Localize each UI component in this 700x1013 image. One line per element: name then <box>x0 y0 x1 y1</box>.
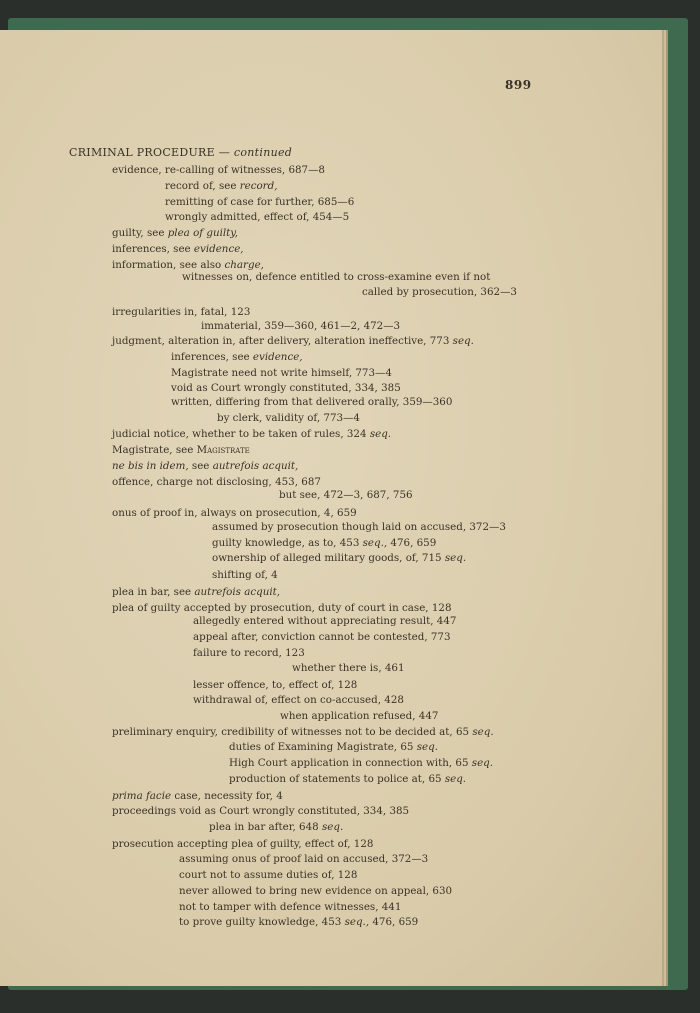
entry-text: remitting of case for further, 685—6 <box>165 196 355 208</box>
index-entry-line <box>112 164 325 176</box>
index-entry-line <box>112 444 250 456</box>
page-number: 899 <box>505 78 532 92</box>
index-entry-line <box>112 460 298 472</box>
entry-text: information, see also <box>112 259 225 271</box>
entry-text: plea of guilty, <box>167 227 239 239</box>
entry-text: Magistrate need not write himself, 773—4 <box>171 367 392 379</box>
index-entry-line <box>165 180 277 192</box>
index-entry-line <box>279 489 413 501</box>
entry-text: not to tamper with defence witnesses, 441 <box>179 901 402 913</box>
index-entry-line <box>193 694 404 706</box>
index-entry-line <box>112 586 280 598</box>
index-entry-line <box>229 773 466 785</box>
index-entry-line <box>112 259 264 271</box>
entry-text: ownership of alleged military goods, of, 715 <box>212 552 445 564</box>
entry-text: assumed by prosecution though laid on accused, 372—3 <box>212 521 506 533</box>
index-entry-line <box>182 271 490 283</box>
entry-text: autrefois acquit, <box>212 460 299 472</box>
index-entry-line <box>229 757 493 769</box>
heading-continued: continued <box>233 146 293 159</box>
book-page <box>0 30 662 986</box>
index-entry-line <box>165 196 354 208</box>
entry-text: evidence, <box>252 351 303 363</box>
entry-text: prima facie <box>112 790 172 802</box>
entry-text: High Court application in connection with, 65 <box>229 757 472 769</box>
index-entry-line <box>179 869 357 881</box>
entry-text: whether there is, 461 <box>292 662 405 674</box>
entry-text: guilty, see <box>112 227 168 239</box>
entry-text: 476, 659 <box>387 537 437 549</box>
entry-text: onus of proof in, always on prosecution, 4, 659 <box>112 507 357 519</box>
heading-title: CRIMINAL PROCEDURE <box>69 146 215 159</box>
index-entry-line <box>179 916 418 928</box>
index-entry-line <box>112 428 391 440</box>
index-entry-line <box>362 286 517 298</box>
index-entry-line <box>171 396 452 408</box>
entry-text: written, differing from that delivered orally, 359—360 <box>171 396 453 408</box>
index-entry-line <box>112 227 238 239</box>
entry-text: inferences, see <box>171 351 253 363</box>
entry-text: seq. <box>321 821 344 833</box>
entry-text: called by prosecution, 362—3 <box>362 286 517 298</box>
index-entry-line <box>112 726 494 738</box>
entry-text: judgment, alteration in, after delivery, alteration ineffective, 773 <box>112 335 453 347</box>
index-entry-line <box>179 885 452 897</box>
index-entry-line <box>179 853 428 865</box>
index-entry-line <box>171 367 392 379</box>
entry-text: evidence, <box>193 243 244 255</box>
index-entry-line <box>171 382 401 394</box>
index-entry-line <box>112 790 283 802</box>
index-entry-line <box>193 631 451 643</box>
index-entry-line <box>112 838 373 850</box>
index-entry-line <box>217 412 360 424</box>
entry-text: seq. <box>452 335 474 347</box>
index-entry-line <box>193 615 456 627</box>
index-entry-line <box>112 805 409 817</box>
entry-text: autrefois acquit, <box>194 586 281 598</box>
entry-text: lesser offence, to, effect of, 128 <box>193 679 358 691</box>
entry-text: when application refused, 447 <box>280 710 439 722</box>
index-entry-line <box>171 351 303 363</box>
index-entry-line <box>112 243 244 255</box>
entry-text: irregularities in, fatal, 123 <box>112 306 251 318</box>
entry-text: duties of Examining Magistrate, 65 <box>229 741 417 753</box>
index-heading <box>69 147 292 159</box>
index-entry-line <box>112 602 452 614</box>
index-entry-line <box>165 211 349 223</box>
entry-text: void as Court wrongly constituted, 334, 385 <box>171 382 401 394</box>
entry-text: to prove guilty knowledge, 453 <box>179 916 345 928</box>
index-entry-line <box>212 521 506 533</box>
index-entry-line <box>212 552 466 564</box>
entry-text: record of, see <box>165 180 240 192</box>
heading-dash: — <box>214 146 234 159</box>
entry-text: production of statements to police at, 65 <box>229 773 445 785</box>
entry-text: record, <box>239 180 278 192</box>
entry-text: proceedings void as Court wrongly constituted, 334, 385 <box>112 805 410 817</box>
index-entry-line <box>201 320 400 332</box>
entry-text: case, necessity for, 4 <box>171 790 283 802</box>
entry-text: wrongly admitted, effect of, 454—5 <box>165 211 350 223</box>
entry-text: Magistrate, see <box>112 444 197 456</box>
entry-text: preliminary enquiry, credibility of witnesses not to be decided at, 65 <box>112 726 473 738</box>
entry-text: withdrawal of, effect on co-accused, 428 <box>193 694 404 706</box>
index-entry-line <box>280 710 438 722</box>
entry-text: offence, charge not disclosing, 453, 687 <box>112 476 321 488</box>
entry-text: plea in bar after, 648 <box>209 821 322 833</box>
index-entry-line <box>212 569 278 581</box>
entry-text: prosecution accepting plea of guilty, effect of, 128 <box>112 838 374 850</box>
index-entry-line <box>112 335 474 347</box>
index-entry-line <box>179 901 401 913</box>
entry-text: immaterial, 359—360, 461—2, 472—3 <box>201 320 401 332</box>
entry-text: seq. <box>416 741 438 753</box>
entry-text: witnesses on, defence entitled to cross-examine even if not <box>182 271 491 283</box>
entry-text: appeal after, conviction cannot be contested, 773 <box>193 631 451 643</box>
entry-text: seq. <box>471 757 494 769</box>
entry-text: seq. <box>444 773 467 785</box>
entry-text: 476, 659 <box>369 916 419 928</box>
entry-text: shifting of, 4 <box>212 569 278 581</box>
entry-text: allegedly entered without appreciating result, 447 <box>193 615 457 627</box>
index-entry-line <box>193 679 357 691</box>
entry-text: guilty knowledge, as to, 453 <box>212 537 363 549</box>
entry-text: plea of guilty accepted by prosecution, duty of court in case, 128 <box>112 602 452 614</box>
entry-text: judicial notice, whether to be taken of rules, 324 <box>112 428 370 440</box>
entry-text: never allowed to bring new evidence on appeal, 630 <box>179 885 453 897</box>
index-entry-line <box>112 507 357 519</box>
entry-text: seq., <box>362 537 388 549</box>
entry-text: evidence, re-calling of witnesses, 687—8 <box>112 164 325 176</box>
entry-text: ne bis in idem, <box>112 460 189 472</box>
index-entry-line <box>193 647 305 659</box>
entry-text: seq. <box>369 428 392 440</box>
entry-text: Magistrate <box>196 444 250 456</box>
entry-text: assuming onus of proof laid on accused, 372—3 <box>179 853 429 865</box>
entry-text: inferences, see <box>112 243 194 255</box>
entry-text: seq. <box>444 552 467 564</box>
entry-text: failure to record, 123 <box>193 647 305 659</box>
index-entry-line <box>112 476 321 488</box>
entry-text: plea in bar, see <box>112 586 195 598</box>
entry-text: by clerk, validity of, 773—4 <box>217 412 360 424</box>
index-entry-line <box>212 537 436 549</box>
entry-text: charge, <box>224 259 264 271</box>
entry-text: see <box>188 460 213 472</box>
entry-text: but see, 472—3, 687, 756 <box>279 489 413 501</box>
index-entry-line <box>229 741 438 753</box>
index-entry-line <box>209 821 343 833</box>
entry-text: court not to assume duties of, 128 <box>179 869 358 881</box>
index-entry-line <box>292 662 405 674</box>
entry-text: seq., <box>344 916 370 928</box>
entry-text: seq. <box>472 726 494 738</box>
index-entry-line <box>112 306 250 318</box>
